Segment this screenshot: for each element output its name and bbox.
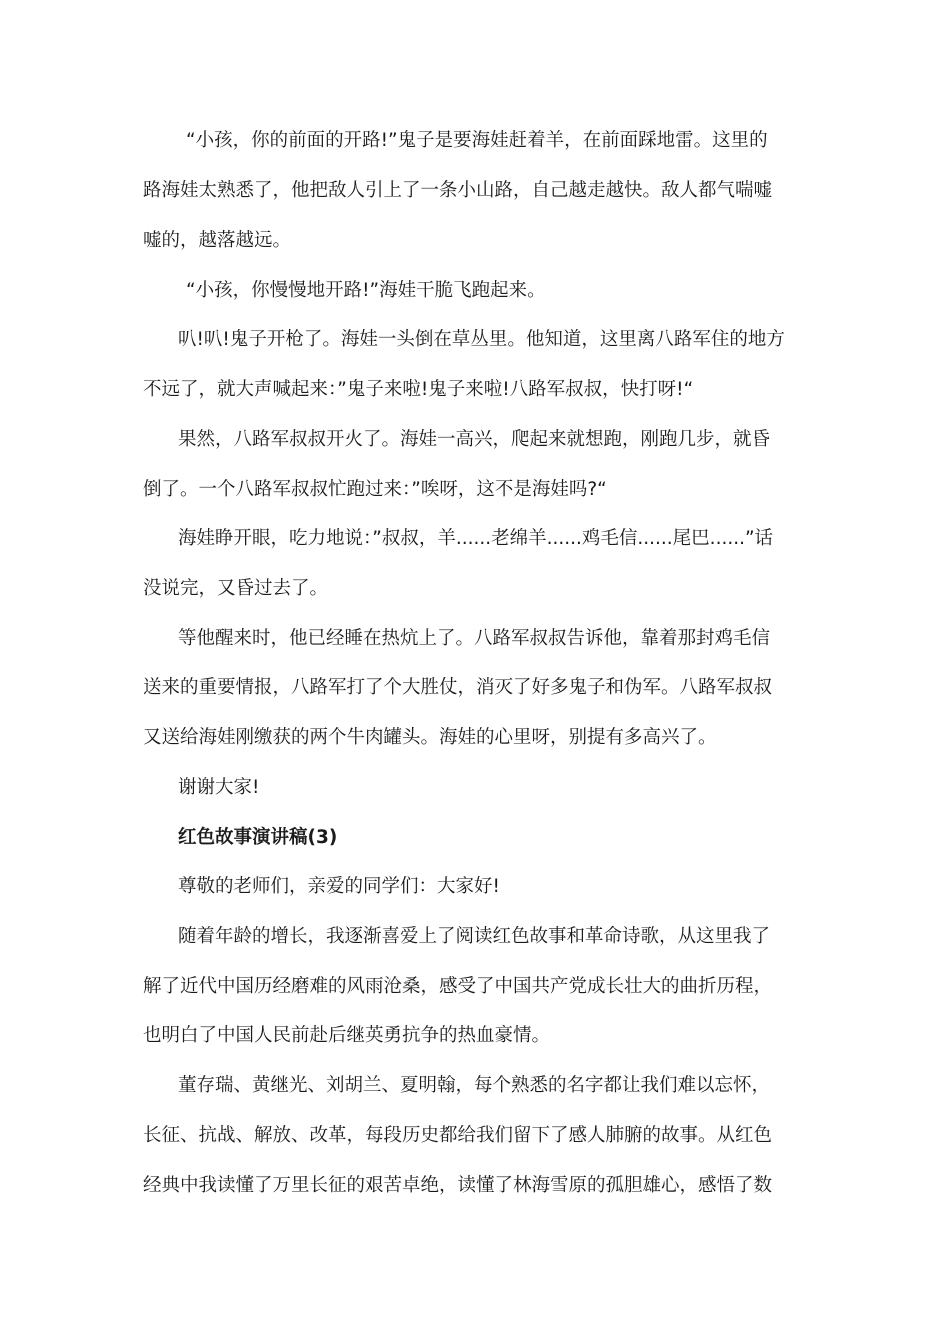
paragraph-line: 送来的重要情报，八路军打了个大胜仗，消灭了好多鬼子和伪军。八路军叔叔 xyxy=(143,677,773,698)
paragraph-line: 经典中我读懂了万里长征的艰苦卓绝，读懂了林海雪原的孤胆雄心，感悟了数 xyxy=(143,1175,773,1196)
paragraph-line: “小孩，你慢慢地开路!”海娃干脆飞跑起来。 xyxy=(186,280,546,301)
paragraph-line: 路海娃太熟悉了，他把敌人引上了一条小山路，自己越走越快。敌人都气喘嘘 xyxy=(143,180,773,201)
paragraph-line: “小孩，你的前面的开路!”鬼子是要海娃赶着羊，在前面踩地雷。这里的 xyxy=(186,130,768,151)
paragraph-line: 谢谢大家! xyxy=(178,777,260,798)
paragraph-line: 叭!叭!鬼子开枪了。海娃一头倒在草丛里。他知道，这里离八路军住的地方 xyxy=(178,329,785,350)
paragraph-line: 果然，八路军叔叔开火了。海娃一高兴，爬起来就想跑，刚跑几步，就昏 xyxy=(178,429,771,450)
paragraph-line: 海娃睁开眼，吃力地说：”叔叔，羊......老绵羊......鸡毛信......尾巴......”话 xyxy=(178,528,774,549)
paragraph-line: 解了近代中国历经磨难的风雨沧桑，感受了中国共产党成长壮大的曲折历程， xyxy=(143,976,773,997)
paragraph-line: 没说完，又昏过去了。 xyxy=(143,578,329,599)
paragraph-line: 长征、抗战、解放、改革，每段历史都给我们留下了感人肺腑的故事。从红色 xyxy=(143,1125,773,1146)
section-heading: 红色故事演讲稿(3) xyxy=(178,827,338,848)
paragraph-line: 嘘的，越落越远。 xyxy=(143,230,292,251)
paragraph-line: 董存瑞、黄继光、刘胡兰、夏明翰，每个熟悉的名字都让我们难以忘怀， xyxy=(178,1075,771,1096)
paragraph-line: 等他醒来时，他已经睡在热炕上了。八路军叔叔告诉他，靠着那封鸡毛信 xyxy=(178,628,771,649)
paragraph-line: 也明白了中国人民前赴后继英勇抗争的热血豪情。 xyxy=(143,1025,551,1046)
paragraph-line: 又送给海娃刚缴获的两个牛肉罐头。海娃的心里呀，别提有多高兴了。 xyxy=(143,727,717,748)
paragraph-line: 不远了，就大声喊起来：”鬼子来啦!鬼子来啦!八路军叔叔，快打呀!“ xyxy=(143,379,694,400)
paragraph-line: 随着年龄的增长，我逐渐喜爱上了阅读红色故事和革命诗歌，从这里我了 xyxy=(178,926,771,947)
paragraph-line: 尊敬的老师们，亲爱的同学们：大家好! xyxy=(178,876,500,897)
paragraph-line: 倒了。一个八路军叔叔忙跑过来：”唉呀，这不是海娃吗?“ xyxy=(143,479,607,500)
